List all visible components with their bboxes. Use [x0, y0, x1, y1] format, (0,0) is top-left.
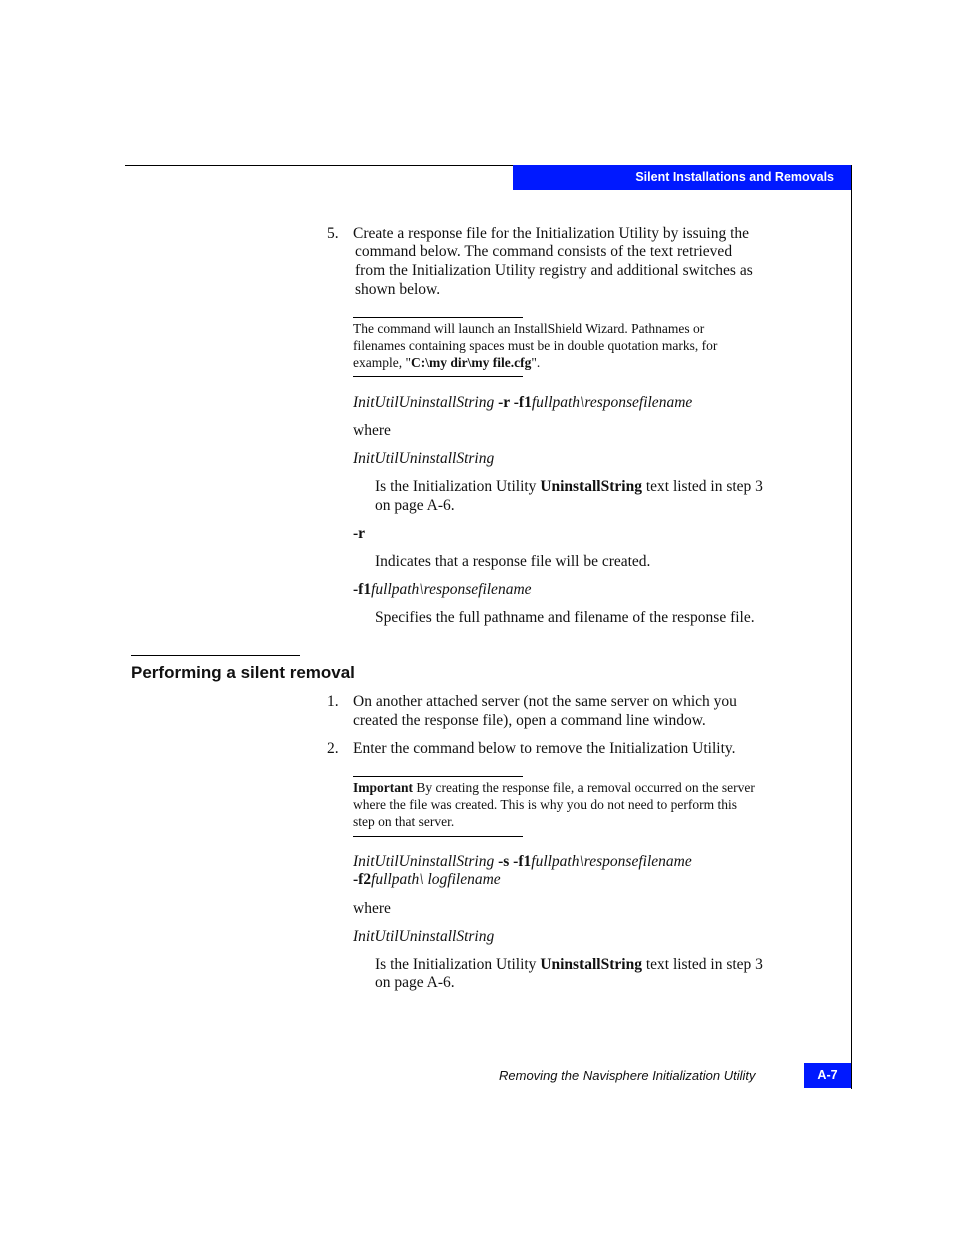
def2-desc: Indicates that a response file will be created. — [375, 553, 651, 570]
note2-line3: step on that server. — [353, 814, 455, 829]
footer-title: Removing the Navisphere Initialization Utility — [499, 1068, 756, 1083]
where2: where — [353, 900, 391, 917]
note2-bottom-rule — [353, 836, 523, 837]
removal-step1-line1: On another attached server (not the same server on which you — [353, 693, 737, 710]
command2-line2: -f2fullpath\ logfilename — [353, 871, 501, 888]
step5-line3: from the Initialization Utility registry and additional switches as — [355, 262, 753, 279]
note2-line1: Important By creating the response file, a removal occurred on the server — [353, 780, 755, 795]
step5-line1: Create a response file for the Initialization Utility by issuing the — [353, 225, 750, 242]
def1-term: InitUtilUninstallString — [353, 450, 495, 467]
step5-line2: command below. The command consists of the text retrieved — [355, 243, 733, 260]
def4-desc-line2: on page A-6. — [375, 974, 455, 991]
right-margin-rule — [851, 165, 852, 1089]
command2-line1: InitUtilUninstallString -s -f1fullpath\responsefilename — [353, 853, 692, 870]
def3-desc: Specifies the full pathname and filename of the response file. — [375, 609, 755, 626]
running-header: Silent Installations and Removals — [513, 165, 851, 190]
note1-line1: The command will launch an InstallShield Wizard. Pathnames or — [353, 321, 705, 336]
removal-step2-number: 2. — [327, 740, 339, 757]
section-title: Performing a silent removal — [131, 663, 355, 682]
removal-step1-number: 1. — [327, 693, 339, 710]
def1-desc: Is the Initialization Utility UninstallString text listed in step 3 — [375, 478, 763, 495]
note2-top-rule — [353, 776, 523, 777]
removal-step2-line1: Enter the command below to remove the Initialization Utility. — [353, 740, 736, 757]
removal-step1-line2: created the response file), open a command line window. — [353, 712, 706, 729]
def2-term: -r — [353, 525, 366, 542]
step5-number: 5. — [327, 225, 339, 242]
note1-line2: filenames containing spaces must be in double quotation marks, for — [353, 338, 718, 353]
note1-bottom-rule — [353, 376, 523, 377]
def1-desc-line2: on page A-6. — [375, 497, 455, 514]
def4-term: InitUtilUninstallString — [353, 928, 495, 945]
note1-top-rule — [353, 317, 523, 318]
section-rule — [131, 655, 300, 656]
command1: InitUtilUninstallString -r -f1fullpath\responsefilename — [353, 394, 693, 411]
where1: where — [353, 422, 391, 439]
def3-term: -f1fullpath\responsefilename — [353, 581, 532, 598]
def4-desc: Is the Initialization Utility UninstallString text listed in step 3 — [375, 956, 763, 973]
page-number: A-7 — [804, 1063, 851, 1088]
note1-line3: example, "C:\my dir\my file.cfg". — [353, 355, 541, 370]
note2-line2: where the file was created. This is why you do not need to perform this — [353, 797, 738, 812]
step5-line4: shown below. — [355, 281, 441, 298]
